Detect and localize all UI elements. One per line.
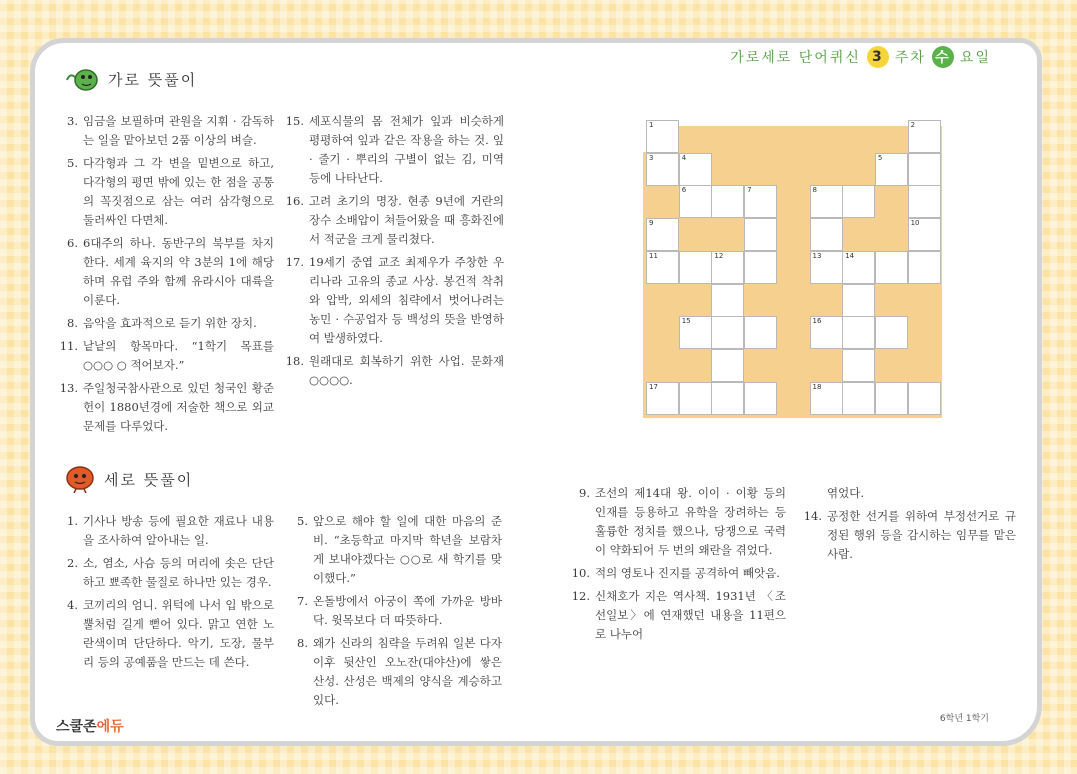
grid-cell[interactable] (711, 349, 744, 382)
clue-item (286, 512, 502, 588)
grid-cell[interactable] (744, 382, 777, 415)
grid-cell[interactable] (842, 349, 875, 382)
clue-item (282, 253, 504, 348)
clue-number: 1. (67, 514, 78, 528)
down-title: 세로 뜻풀이 (104, 470, 194, 489)
grid-cell[interactable] (646, 120, 679, 153)
clue-text: 원래대로 회복하기 위한 사업. 문화재 ○○○○. (309, 354, 504, 387)
grid-cell[interactable] (744, 316, 777, 349)
grid-cell[interactable] (875, 153, 908, 186)
clue-item (56, 379, 274, 436)
clue-text: 임금을 보필하며 관원을 지휘 · 감독하는 일을 맡아보던 2품 이상의 벼슬. (83, 114, 274, 147)
grid-cell[interactable] (810, 185, 843, 218)
clue-text: 소, 염소, 사슴 등의 머리에 솟은 단단하고 뾰족한 물질로 하나만 있는 경우. (83, 556, 274, 589)
clue-item (568, 484, 786, 560)
grid-cell[interactable] (842, 251, 875, 284)
down-clues-column-4 (800, 484, 1016, 568)
grid-cell[interactable] (744, 218, 777, 251)
grid-cell-number: 3 (649, 153, 654, 162)
grid-cell-number: 9 (649, 219, 654, 228)
clue-item (56, 154, 274, 230)
clue-text: 적의 영토나 진지를 공격하여 빼앗음. (595, 566, 780, 580)
across-heading (64, 66, 197, 92)
clue-text: 엮었다. (827, 486, 864, 500)
grid-cell-number: 11 (649, 251, 658, 260)
clue-text: 온돌방에서 아궁이 쪽에 가까운 방바닥. 윗목보다 더 따뜻하다. (313, 594, 502, 627)
clue-text: 신채호가 지은 역사책. 1931년 〈조선일보〉에 연재했던 내용을 11편으로 나누어 (595, 589, 786, 641)
grid-cell[interactable] (908, 153, 941, 186)
clue-text: 19세기 중엽 교조 최제우가 주창한 우리나라 고유의 종교 사상. 봉건적 착취와 압박, 외세의 침략에서 벗어나려는 농민 · 수공업자 등 백성의 뜻을 반영하여 발생하였다. (309, 255, 504, 345)
grid-cell[interactable] (842, 316, 875, 349)
grid-cell[interactable] (646, 251, 679, 284)
clue-item (282, 352, 504, 390)
clue-number: 18. (285, 354, 304, 368)
clue-number: 13. (59, 381, 78, 395)
clue-item (56, 596, 274, 672)
grid-cell[interactable] (810, 316, 843, 349)
day-badge: 수 (932, 46, 954, 68)
clue-text: 왜가 신라의 침략을 두려워 일본 다자이후 뒷산인 오노잔(대야산)에 쌓은 산성. 산성은 백제의 양식을 계승하고 있다. (313, 636, 502, 707)
clue-text: 다각형과 그 각 변을 밑변으로 하고, 다각형의 평면 밖에 있는 한 점을 공통의 꼭짓점으로 삼는 여러 삼각형으로 둘러싸인 다면체. (83, 156, 274, 227)
clue-text: 음악을 효과적으로 듣기 위한 장치. (83, 316, 257, 330)
grid-cell[interactable] (810, 218, 843, 251)
green-character-icon (64, 66, 100, 92)
grid-cell-number: 2 (910, 121, 916, 129)
week-label: 주차 (894, 50, 926, 66)
clue-item (56, 512, 274, 550)
clue-number: 10. (571, 566, 590, 580)
grid-cell[interactable] (908, 185, 941, 218)
clue-item (286, 634, 502, 710)
clue-text: 낱낱의 항목마다. “1학기 목표를 ○○○ ○ 적어보자.” (83, 339, 274, 372)
page-label: 6학년 1학기 (939, 714, 989, 724)
down-clues-column-2 (286, 512, 502, 714)
clue-text: 세포식물의 몸 전체가 잎과 비슷하게 평평하여 잎과 같은 작용을 하는 것. 잎 · 줄기 · 뿌리의 구별이 없는 김, 미역 등에 나타난다. (309, 114, 504, 185)
clue-number (800, 484, 822, 503)
grid-cell[interactable] (810, 382, 843, 415)
clue-item (282, 192, 504, 249)
clue-item (56, 314, 274, 333)
grid-cell-number: 5 (877, 153, 883, 162)
clue-item (56, 337, 274, 375)
clue-number: 16. (285, 194, 304, 208)
grid-cell[interactable] (679, 251, 712, 284)
grid-cell-number: 7 (747, 186, 752, 195)
grid-cell-number: 10 (910, 219, 920, 228)
clue-item (56, 554, 274, 592)
grid-cell-number: 1 (649, 121, 654, 129)
grid-cell-number: 8 (812, 186, 817, 195)
clue-number: 9. (579, 486, 590, 500)
grid-cell-number: 18 (812, 382, 822, 391)
clue-item (800, 507, 1016, 564)
grid-cell-number: 12 (714, 251, 724, 260)
clue-text: 코끼리의 엄니. 위턱에 나서 입 밖으로 뿔처럼 길게 뻗어 있다. 맑고 연한 노란색이며 단단하다. 악기, 도장, 물부리 등의 공예품을 만드는 데 쓴다. (83, 598, 274, 669)
clue-text: 앞으로 해야 할 일에 대한 마음의 준비. “초등학교 마지막 학년을 보람차게 보내야겠다는 ○○로 새 학기를 맞이했다.” (313, 514, 502, 585)
clue-number: 15. (285, 114, 304, 128)
clue-item (282, 112, 504, 188)
grid-cell[interactable] (744, 251, 777, 284)
grid-cell[interactable] (908, 120, 941, 153)
grid-cell[interactable] (679, 382, 712, 415)
red-character-icon (64, 464, 96, 494)
clue-text: 6대주의 하나. 동반구의 북부를 차지한다. 세계 육지의 약 3분의 1에 해당하며 유럽 주와 함께 유라시아 대륙을 이룬다. (83, 236, 274, 307)
across-title: 가로 뜻풀이 (108, 70, 198, 89)
grid-cell[interactable] (908, 251, 941, 284)
brand-logo: 스쿨존에듀 (56, 719, 124, 735)
grid-cell-number: 13 (812, 251, 822, 260)
grid-cell[interactable] (711, 382, 744, 415)
clue-number: 5. (297, 514, 308, 528)
clue-item (56, 112, 274, 150)
clue-number: 5. (67, 156, 78, 170)
header (730, 46, 991, 68)
grid-cell[interactable] (646, 153, 679, 186)
grid-cell[interactable] (679, 316, 712, 349)
clue-text: 주일청국참사관으로 있던 청국인 황준헌이 1880년경에 저술한 책으로 외교문제를 다루었다. (83, 381, 274, 433)
grid-cell[interactable] (711, 251, 744, 284)
down-heading (64, 464, 193, 494)
grid-cell[interactable] (875, 382, 908, 415)
clue-item (800, 484, 1016, 503)
clue-number: 14. (803, 509, 822, 523)
grid-cell[interactable] (875, 251, 908, 284)
clue-text: 공정한 선거를 위하여 부정선거로 규정된 행위 등을 감시하는 임무를 맡은 사람. (827, 509, 1016, 561)
grid-cell[interactable] (842, 382, 875, 415)
clue-number: 6. (67, 236, 78, 250)
clue-number: 7. (297, 594, 308, 608)
down-clues-column-3 (568, 484, 786, 648)
down-clues-column-1 (56, 512, 274, 676)
clue-item (286, 592, 502, 630)
grid-cell-number: 15 (681, 317, 691, 326)
grid-cell-number: 6 (681, 186, 687, 195)
grid-cell[interactable] (908, 382, 941, 415)
across-clues-column-1 (56, 112, 274, 440)
grid-cell[interactable] (646, 382, 679, 415)
grid-cell-number: 4 (681, 153, 687, 162)
grid-cell-number: 16 (812, 317, 822, 326)
clue-item (56, 234, 274, 310)
grid-cell[interactable] (679, 185, 712, 218)
clue-number: 4. (67, 598, 78, 612)
grid-cell-number: 14 (845, 251, 855, 260)
week-badge: 3 (867, 46, 889, 68)
grid-cell-number: 17 (649, 382, 658, 391)
grid-cell[interactable] (679, 153, 712, 186)
clue-number: 2. (67, 556, 78, 570)
clue-number: 8. (67, 316, 78, 330)
grid-cell[interactable] (646, 218, 679, 251)
grid-cell[interactable] (875, 316, 908, 349)
grid-cell[interactable] (842, 185, 875, 218)
clue-item (568, 564, 786, 583)
clue-number: 17. (285, 255, 304, 269)
clue-number: 11. (59, 339, 78, 353)
clue-text: 고려 초기의 명장. 현종 9년에 거란의 장수 소배압이 쳐들어왔을 때 흥화진에서 적군을 크게 물리쳤다. (309, 194, 504, 246)
clue-text: 조선의 제14대 왕. 이이 · 이황 등의 인재를 등용하고 유학을 장려하는 등 훌륭한 정치를 했으나, 당쟁으로 국력이 약화되어 두 번의 왜란을 겪었다. (595, 486, 786, 557)
clue-number: 8. (297, 636, 308, 650)
grid-cell[interactable] (711, 284, 744, 317)
grid-cell[interactable] (711, 316, 744, 349)
grid-cell[interactable] (711, 185, 744, 218)
grid-cell[interactable] (810, 251, 843, 284)
clue-number: 3. (67, 114, 78, 128)
across-clues-column-2 (282, 112, 504, 394)
grid-cell[interactable] (842, 284, 875, 317)
clue-text: 기사나 방송 등에 필요한 재료나 내용을 조사하여 알아내는 일. (83, 514, 274, 547)
clue-number: 12. (571, 589, 590, 603)
day-label: 요일 (959, 50, 991, 66)
header-title: 가로세로 단어퀴신 (730, 50, 861, 66)
grid-cell[interactable] (908, 218, 941, 251)
clue-item (568, 587, 786, 644)
grid-cell[interactable] (744, 185, 777, 218)
